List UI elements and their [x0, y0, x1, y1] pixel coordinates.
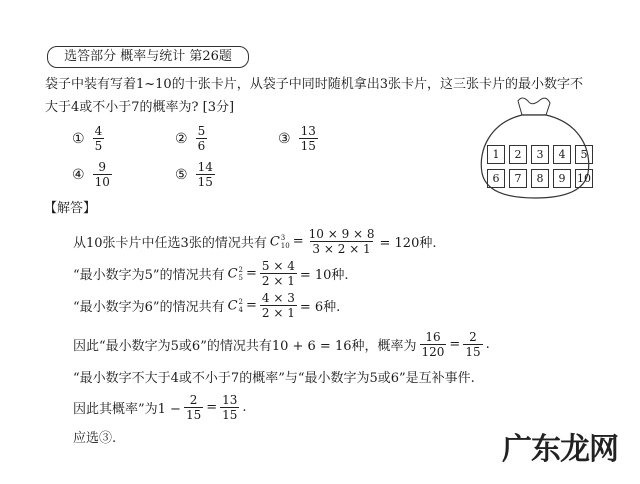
solution-step-1 — [73, 227, 440, 256]
option-fraction — [196, 124, 208, 153]
numerator: 14 — [197, 160, 213, 174]
card: 10 — [575, 169, 593, 188]
numerator: 13 — [222, 393, 238, 407]
fraction — [220, 393, 239, 422]
equals: = — [206, 400, 218, 415]
option-mark: ② — [175, 130, 188, 147]
step-text: = 10种. — [299, 268, 349, 283]
denominator: 6 — [197, 139, 206, 153]
option-5[interactable] — [175, 160, 215, 189]
combination-symbol — [228, 266, 243, 282]
denominator: 120 — [421, 345, 445, 359]
card: 6 — [487, 169, 505, 188]
numerator: 10 × 9 × 8 — [308, 227, 375, 241]
c-letter: C — [227, 298, 238, 313]
option-4[interactable] — [72, 160, 112, 189]
numerator: 4 — [94, 124, 103, 138]
step-text: 因此其概率”为1 − — [73, 402, 181, 417]
solution-step-4 — [73, 330, 493, 359]
option-mark: ④ — [72, 166, 85, 183]
denominator: 2 × 1 — [261, 306, 295, 320]
numerator: 2 — [189, 393, 198, 407]
denominator: 10 — [94, 175, 110, 189]
bag-cards-top-row — [487, 145, 593, 164]
solution-step-7: 应选③. — [73, 431, 117, 446]
denominator: 15 — [465, 345, 481, 359]
numerator: 4 × 3 — [261, 291, 295, 305]
equals: = — [449, 337, 461, 352]
comb-sup: 3 — [280, 233, 286, 242]
fraction — [463, 330, 482, 359]
numerator: 2 — [469, 330, 477, 344]
problem-line-1: 袋子中装有写着1~10的十张卡片，从袋子中同时随机拿出3张卡片，这三张卡片的最小数字不 — [45, 77, 583, 92]
fraction — [260, 291, 297, 320]
option-fraction — [299, 124, 318, 153]
step-text: “最小数字为5”的情况共有 — [73, 268, 225, 283]
denominator: 3 × 2 × 1 — [312, 242, 371, 256]
card: 9 — [553, 169, 571, 188]
solution-step-5: “最小数字不大于4或不小于7的概率”与“最小数字为5或6”是互补事件. — [73, 371, 475, 386]
equals: = — [246, 266, 257, 281]
fraction — [307, 227, 377, 256]
card: 1 — [487, 145, 505, 164]
comb-sup: 2 — [238, 265, 243, 274]
comb-sup: 2 — [238, 297, 243, 306]
fraction — [420, 330, 447, 359]
c-letter: C — [227, 266, 238, 281]
card: 7 — [509, 169, 527, 188]
numerator: 5 × 4 — [261, 259, 295, 273]
solution-heading: 【解答】 — [44, 201, 97, 216]
option-1[interactable] — [72, 124, 104, 153]
combination-symbol — [270, 234, 290, 250]
denominator: 15 — [222, 408, 238, 422]
c-letter: C — [269, 234, 280, 249]
card: 4 — [553, 145, 571, 164]
denominator: 2 × 1 — [261, 274, 295, 288]
card: 2 — [509, 145, 527, 164]
card: 8 — [531, 169, 549, 188]
option-fraction — [196, 160, 215, 189]
option-mark: ⑤ — [175, 166, 188, 183]
numerator: 13 — [300, 124, 316, 138]
step-text: = 120种. — [379, 236, 437, 251]
solution-step-3 — [73, 291, 343, 320]
comb-sub: 4 — [238, 305, 243, 314]
option-3[interactable] — [278, 124, 318, 153]
step-text: . — [485, 337, 490, 352]
denominator: 15 — [300, 139, 316, 153]
step-text: . — [242, 400, 247, 415]
step-text: = 6种. — [299, 300, 341, 315]
section-header: 选答部分 概率与统计 第26题 — [47, 46, 249, 68]
solution-step-2 — [73, 259, 352, 288]
fraction — [260, 259, 297, 288]
step-text: “最小数字为6”的情况共有 — [73, 300, 225, 315]
comb-sub: 10 — [280, 241, 290, 250]
step-text: 从10张卡片中任选3张的情况共有 — [73, 236, 267, 251]
card: 3 — [531, 145, 549, 164]
problem-line-2: 大于4或不小于7的概率为? [3分] — [45, 100, 235, 115]
comb-sub: 5 — [238, 273, 243, 282]
numerator: 5 — [197, 124, 206, 138]
step-text: 因此“最小数字为5或6”的情况共有10 + 6 = 16种，概率为 — [73, 339, 417, 354]
numerator: 9 — [98, 160, 107, 174]
denominator: 5 — [94, 139, 103, 153]
bag-cards-bottom-row — [487, 169, 593, 188]
numerator: 16 — [425, 330, 441, 344]
combination-symbol — [228, 298, 243, 314]
fraction — [184, 393, 203, 422]
denominator: 15 — [197, 175, 213, 189]
equals: = — [246, 298, 257, 313]
option-fraction — [93, 124, 105, 153]
equals: = — [292, 234, 304, 249]
option-mark: ① — [72, 130, 85, 147]
option-fraction — [93, 160, 112, 189]
option-2[interactable] — [175, 124, 207, 153]
solution-step-6 — [73, 393, 250, 422]
watermark-logo: 广东龙网 — [502, 432, 618, 467]
card: 5 — [575, 145, 593, 164]
option-mark: ③ — [278, 130, 291, 147]
denominator: 15 — [185, 408, 202, 422]
